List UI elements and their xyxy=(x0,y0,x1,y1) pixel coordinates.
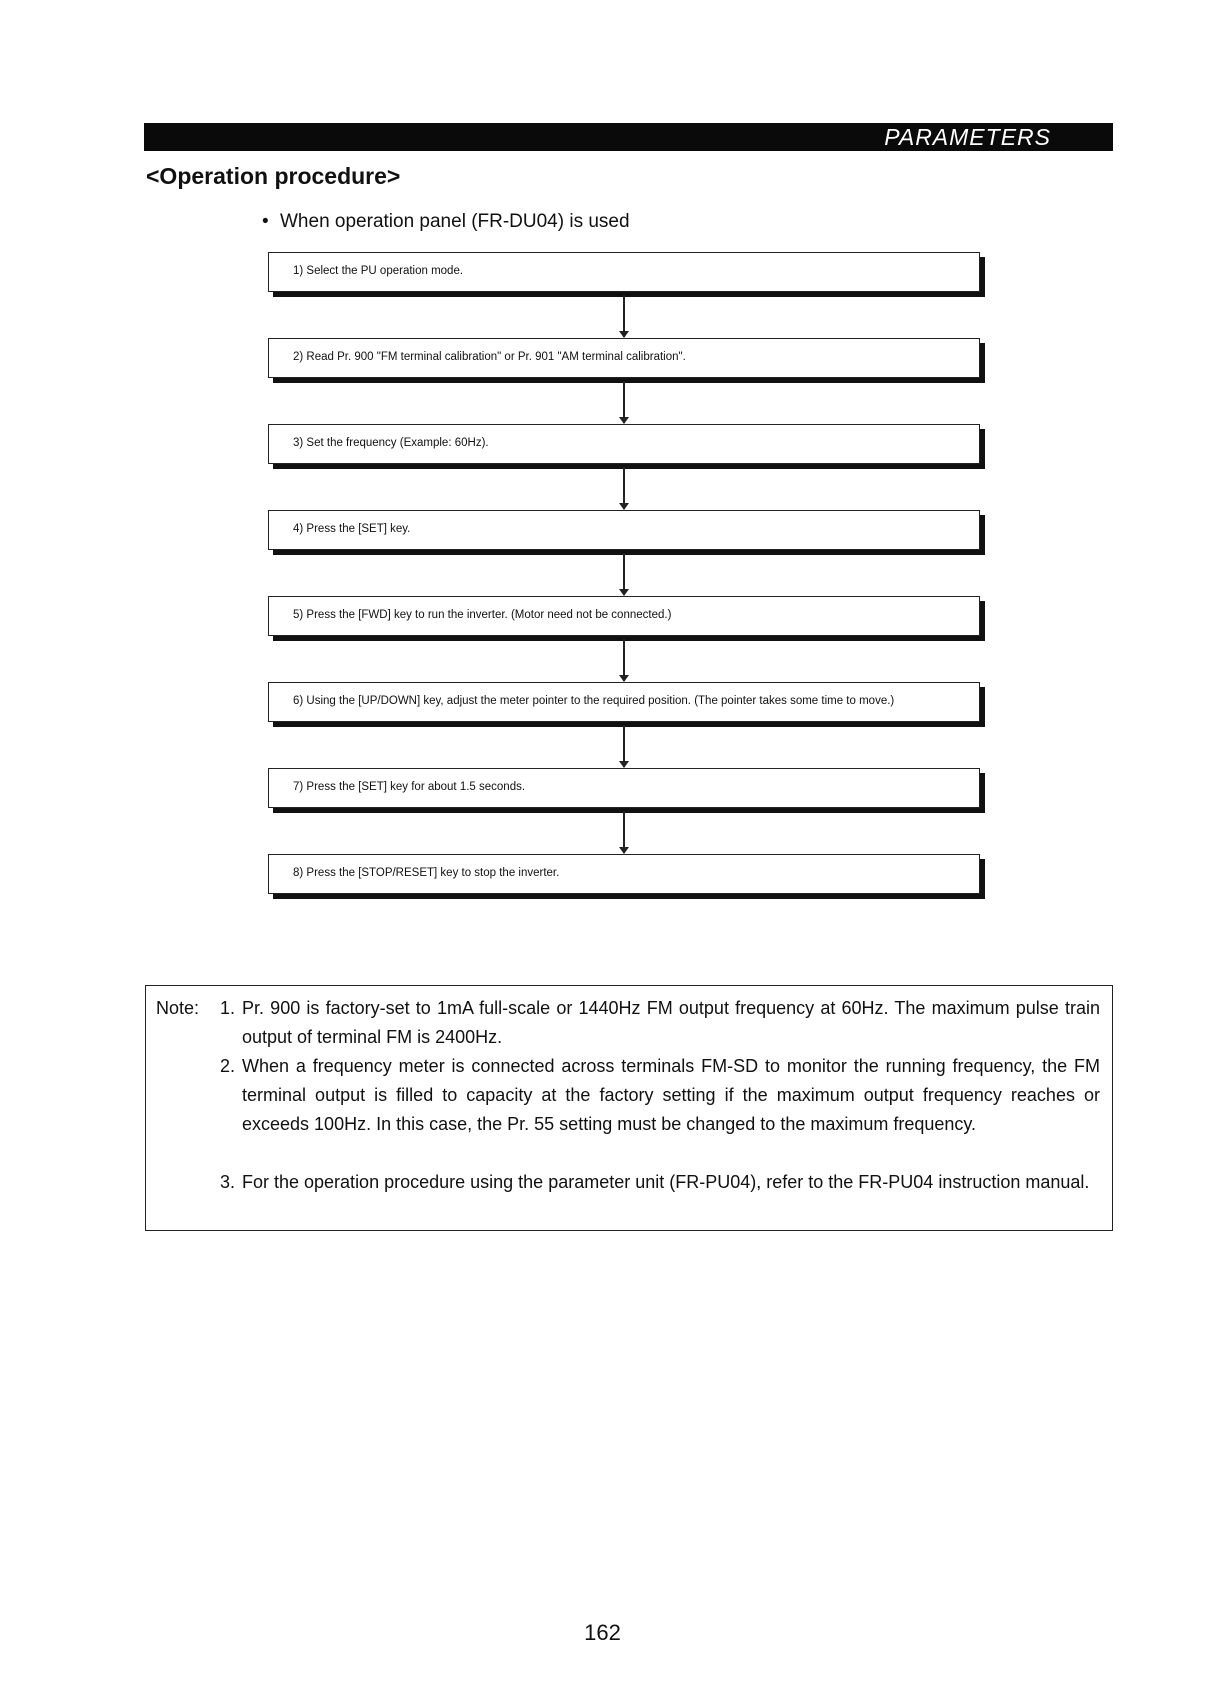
down-arrow-icon xyxy=(623,725,625,767)
flow-step-text: 1) Select the PU operation mode. xyxy=(293,265,464,277)
flow-step-text: 5) Press the [FWD] key to run the inverter. (Motor need not be connected.) xyxy=(293,609,672,621)
flow-step-3 xyxy=(268,424,980,464)
flow-step-5 xyxy=(268,596,980,636)
bullet-icon: • xyxy=(262,211,269,232)
note-text: When a frequency meter is connected across terminals FM-SD to monitor the running frequency, the FM terminal output is filled to capacity at the factory setting if the maximum output frequency reaches or exceeds 100Hz. In this case, the Pr. 55 setting must be changed to the maximum frequency. xyxy=(242,1056,1100,1134)
note-text: For the operation procedure using the parameter unit (FR-PU04), refer to the FR-PU04 instruction manual. xyxy=(242,1172,1090,1192)
flow-step-1 xyxy=(268,252,980,292)
section-title: <Operation procedure> xyxy=(146,163,401,189)
flow-step-8 xyxy=(268,854,980,894)
note-text: Pr. 900 is factory-set to 1mA full-scale or 1440Hz FM output frequency at 60Hz. The maximum pulse train output of terminal FM is 2400Hz. xyxy=(242,998,1100,1047)
down-arrow-icon xyxy=(623,467,625,509)
note-number: 3. xyxy=(219,1172,235,1192)
note-box xyxy=(145,985,1113,1231)
flow-step-text: 6) Using the [UP/DOWN] key, adjust the meter pointer to the required position. (The pointer takes some time to move.) xyxy=(293,695,895,707)
header-bar xyxy=(144,123,1113,151)
note-number: 2. xyxy=(219,1056,235,1076)
flow-step-text: 4) Press the [SET] key. xyxy=(293,523,411,535)
flow-step-7 xyxy=(268,768,980,808)
flow-step-4 xyxy=(268,510,980,550)
down-arrow-icon xyxy=(623,639,625,681)
flow-step-text: 8) Press the [STOP/RESET] key to stop the inverter. xyxy=(293,867,560,879)
down-arrow-icon xyxy=(623,295,625,337)
flow-step-2 xyxy=(268,338,980,378)
flow-step-text: 2) Read Pr. 900 "FM terminal calibration" or Pr. 901 "AM terminal calibration". xyxy=(293,351,686,363)
flow-step-text: 3) Set the frequency (Example: 60Hz). xyxy=(293,437,489,449)
note-label: Note: xyxy=(156,998,200,1018)
flow-step-6 xyxy=(268,682,980,722)
intro-line xyxy=(262,211,630,233)
flow-step-text: 7) Press the [SET] key for about 1.5 seconds. xyxy=(293,781,526,793)
header-title: PARAMETERS xyxy=(884,124,1051,150)
down-arrow-icon xyxy=(623,811,625,853)
down-arrow-icon xyxy=(623,553,625,595)
page-number: 162 xyxy=(584,1620,621,1645)
note-number: 1. xyxy=(219,998,235,1018)
intro-text: When operation panel (FR-DU04) is used xyxy=(280,211,630,232)
down-arrow-icon xyxy=(623,381,625,423)
